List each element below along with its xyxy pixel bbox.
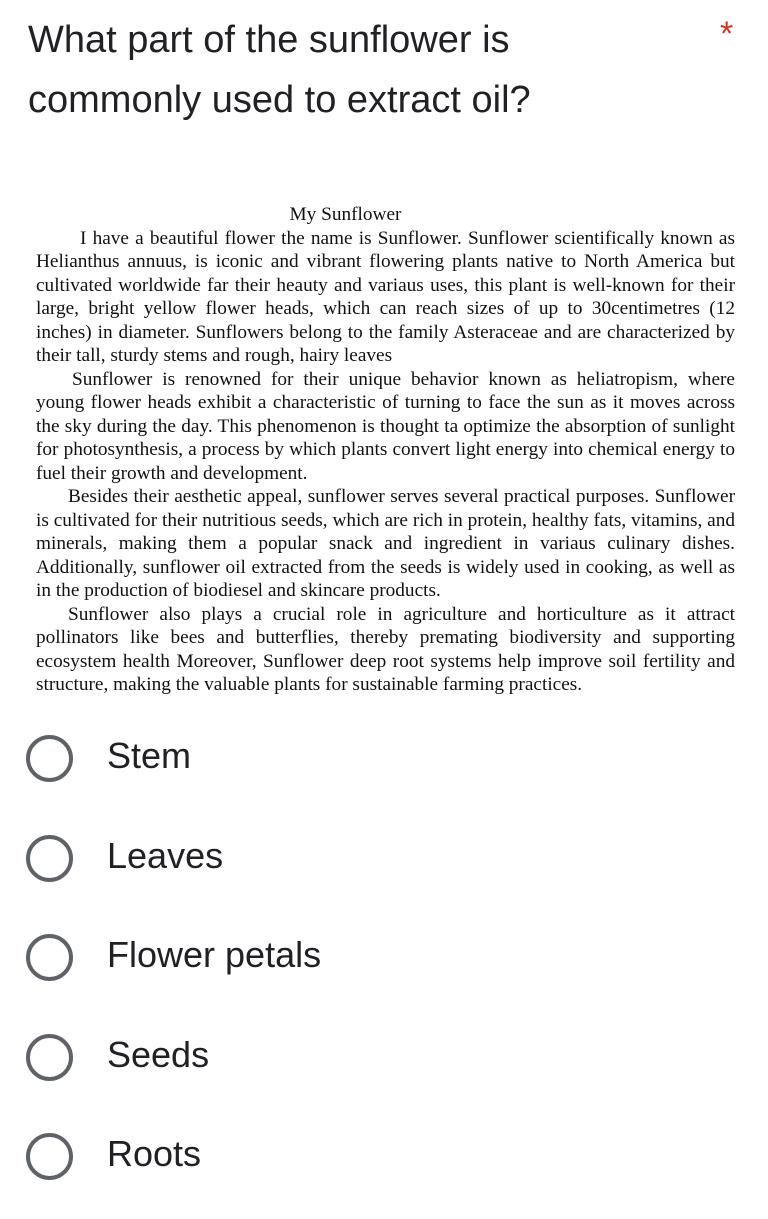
option-label[interactable]: Leaves	[107, 835, 224, 876]
option-leaves[interactable]	[0, 808, 768, 907]
passage-paragraph: Besides their aesthetic appeal, sunflower serves several practical purposes. Sunflower is cultivated for their nutritious seeds, which are rich in protein, healthy fats, vitamins, and minerals, making them a popular snack and ingredient in variaus culinary dishes. Additionally, sunflower oil extracted from the seeds is widely used in cooking, as well as in the production of biodiesel and skincare products.	[36, 486, 735, 601]
option-seeds[interactable]	[0, 1007, 768, 1106]
option-flower-petals[interactable]	[0, 907, 768, 1006]
question-title: What part of the sunflower is commonly used to extract oil?	[28, 19, 531, 121]
radio-button[interactable]	[26, 735, 73, 782]
radio-button[interactable]	[26, 1133, 73, 1180]
passage-paragraph: I have a beautiful flower the name is Sunflower. Sunflower scientifically known as Helianthus annuus, is iconic and vibrant flowering plants native to North America but cultivated worldwide far their heauty and variaus uses, this plant is well-known for their large, bright yellow flower heads, which can reach sizes of up to 30centimetres (12 inches) in diameter. Sunflowers belong to the family Asteraceae and are characterized by their tall, sturdy stems and rough, hairy leaves	[36, 227, 735, 366]
passage-title: My Sunflower	[289, 204, 402, 225]
option-label[interactable]: Flower petals	[107, 934, 322, 975]
option-roots[interactable]	[0, 1106, 768, 1205]
radio-button[interactable]	[26, 1034, 73, 1081]
option-label[interactable]: Seeds	[107, 1034, 210, 1075]
passage-paragraph: Sunflower is renowned for their unique behavior known as heliatropism, where young flower heads exhibit a characteristic of turning to face the sun as it moves across the sky during the day. This phenomenon is thought ta optimize the absorption of sunlight for photosynthesis, a process by which plants convert light energy into chemical energy to fuel their growth and development.	[36, 368, 735, 484]
option-label[interactable]: Roots	[107, 1133, 202, 1174]
radio-button[interactable]	[26, 934, 73, 981]
required-asterisk: *	[720, 15, 734, 53]
option-stem[interactable]	[0, 708, 768, 807]
option-label[interactable]: Stem	[107, 735, 192, 776]
passage-image	[36, 203, 735, 697]
radio-button[interactable]	[26, 835, 73, 882]
passage-paragraph: Sunflower also plays a crucial role in agriculture and horticulture as it attract pollinators like bees and butterflies, thereby premating biodiversity and supporting ecosystem health Moreover, Sunflower deep root systems help improve soil fertility and structure, making the valuable plants for sustainable farming practices.	[36, 603, 735, 695]
